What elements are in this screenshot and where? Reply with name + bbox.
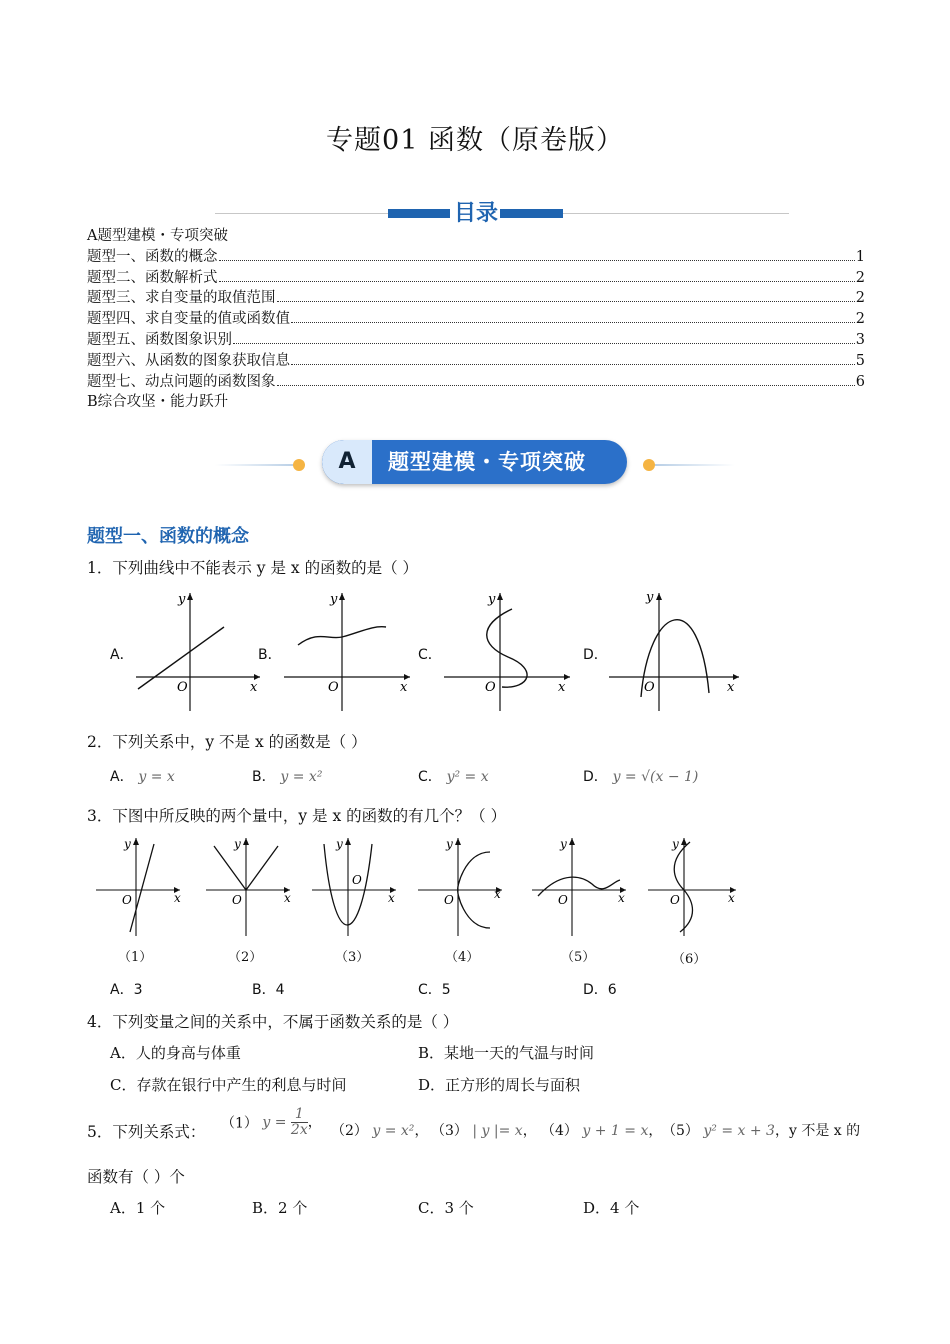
toc-item[interactable]: 题型一、函数的概念 1 — [87, 248, 865, 265]
question-5-stem-line2: 函数有（ ）个 — [87, 1168, 185, 1186]
svg-text:x: x — [174, 891, 181, 905]
svg-text:O: O — [558, 893, 568, 907]
q2-option-c[interactable]: C． y² = x — [418, 769, 489, 785]
toc-section-b[interactable]: B综合攻坚・能力跃升 — [87, 394, 229, 411]
toc-bar-right — [500, 209, 563, 218]
toc-divider-right — [563, 213, 789, 214]
q4-option-d[interactable]: D．正方形的周长与面积 — [418, 1076, 581, 1094]
svg-text:y: y — [446, 837, 453, 851]
q5-item-1: （1） y = $\frac{1}{2x}$ ， — [221, 1106, 322, 1138]
page-title: 专题01 函数（原卷版） — [326, 125, 624, 156]
toc-item[interactable]: 题型三、求自变量的取值范围 2 — [87, 290, 865, 307]
toc-heading: 目录 — [452, 196, 500, 227]
q3-caption-1: （1） — [118, 950, 153, 965]
q5-option-c[interactable]: C．3 个 — [418, 1199, 474, 1217]
svg-text:x: x — [618, 891, 625, 905]
q3-graph-1 — [96, 837, 181, 936]
q2-option-d[interactable]: D． y = √(x − 1) — [583, 769, 699, 785]
curve-s — [487, 609, 527, 687]
toc-item[interactable]: 题型二、函数解析式 2 — [87, 269, 865, 286]
q5-item-4: （4） y + 1 = x， — [541, 1123, 663, 1139]
q4-option-b[interactable]: B．某地一天的气温与时间 — [418, 1044, 595, 1062]
svg-text:x: x — [388, 891, 395, 905]
q5-item-3: （3） | y |= x， — [431, 1123, 537, 1139]
origin-label: O — [328, 680, 339, 695]
y-label: y — [488, 592, 496, 607]
section-banner — [322, 440, 627, 484]
q1-option-c[interactable]: C． — [418, 647, 442, 663]
svg-text:O: O — [232, 893, 242, 907]
toc-item[interactable]: 题型七、动点问题的函数图象 6 — [87, 373, 865, 390]
q1-option-a[interactable]: A． — [110, 647, 134, 663]
q1-option-b[interactable]: B． — [258, 647, 282, 663]
svg-text:O: O — [444, 893, 454, 907]
q1-graph-d — [605, 585, 745, 715]
question-1-stem: 1．下列曲线中不能表示 y 是 x 的函数的是（ ） — [87, 559, 418, 577]
q3-graph-3 — [312, 837, 396, 936]
q3-graph-2 — [206, 837, 291, 936]
banner-line-right — [655, 464, 735, 466]
svg-text:x: x — [728, 891, 735, 905]
toc-bar-left — [388, 209, 450, 218]
q4-option-a[interactable]: A．人的身高与体重 — [110, 1044, 241, 1062]
q3-option-d[interactable]: D．6 — [583, 982, 617, 998]
q2-option-b[interactable]: B． y = x² — [252, 769, 323, 785]
y-label: y — [646, 590, 654, 605]
svg-text:O: O — [670, 893, 680, 907]
svg-text:O: O — [122, 893, 132, 907]
q1-graph-a — [128, 585, 268, 715]
q3-caption-2: （2） — [228, 950, 263, 965]
y-arrow — [656, 593, 662, 600]
banner-letter: A — [322, 440, 372, 484]
svg-text:y: y — [336, 837, 343, 851]
banner-dot-right — [643, 459, 655, 471]
banner-line-left — [215, 464, 295, 466]
toc-item[interactable]: 题型五、函数图象识别 3 — [87, 331, 865, 348]
q3-caption-5: （5） — [561, 950, 596, 965]
q3-graphs — [92, 832, 742, 967]
toc-item[interactable]: 题型六、从函数的图象获取信息 5 — [87, 352, 865, 369]
y-arrow — [339, 593, 345, 600]
question-5-stem: 5．下列关系式： — [87, 1123, 206, 1141]
q5-item-2: （2） y = x²， — [331, 1123, 429, 1139]
svg-text:y: y — [234, 837, 241, 851]
section-title: 题型一、函数的概念 — [87, 526, 249, 547]
q5-option-a[interactable]: A．1 个 — [110, 1199, 166, 1217]
y-label: y — [178, 592, 186, 607]
x-label: x — [400, 680, 408, 695]
banner-text: 题型建模・专项突破 — [388, 450, 586, 474]
y-arrow — [497, 593, 503, 600]
origin-label: O — [485, 680, 496, 695]
q3-caption-4: （4） — [445, 950, 480, 965]
q5-item-5: （5） y² = x + 3，y 不是 x 的 — [662, 1123, 861, 1139]
q3-caption-3: （3） — [335, 950, 370, 965]
q5-option-b[interactable]: B．2 个 — [252, 1199, 308, 1217]
q1-graph-c — [438, 585, 578, 715]
q1-graph-b — [278, 585, 418, 715]
x-label: x — [250, 680, 258, 695]
y-arrow — [187, 593, 193, 600]
q3-graph-4 — [418, 837, 502, 936]
svg-text:y: y — [672, 837, 679, 851]
q5-option-d[interactable]: D．4 个 — [583, 1199, 640, 1217]
banner-dot-left — [293, 459, 305, 471]
x-label: x — [727, 680, 735, 695]
q3-option-b[interactable]: B．4 — [252, 982, 285, 998]
toc-section-a[interactable]: A题型建模・专项突破 — [87, 228, 228, 244]
q3-option-c[interactable]: C．5 — [418, 982, 451, 998]
q3-graph-6 — [648, 837, 736, 936]
q3-caption-6: （6） — [672, 952, 707, 967]
x-label: x — [558, 680, 566, 695]
q2-option-a[interactable]: A． y = x — [110, 769, 175, 785]
origin-label: O — [177, 680, 188, 695]
question-4-stem: 4．下列变量之间的关系中，不属于函数关系的是（ ） — [87, 1013, 459, 1031]
toc-item[interactable]: 题型四、求自变量的值或函数值 2 — [87, 311, 865, 328]
q4-option-c[interactable]: C．存款在银行中产生的利息与时间 — [110, 1076, 347, 1094]
origin-label: O — [644, 680, 655, 695]
q1-option-d[interactable]: D． — [583, 647, 608, 663]
toc-divider-left — [215, 213, 400, 214]
svg-text:O: O — [352, 873, 362, 887]
svg-text:x: x — [494, 887, 501, 901]
table-of-contents — [87, 226, 865, 413]
q3-option-a[interactable]: A．3 — [110, 982, 143, 998]
svg-text:x: x — [284, 891, 291, 905]
question-3-stem: 3．下图中所反映的两个量中，y 是 x 的函数的有几个？（ ） — [87, 807, 507, 825]
svg-text:y: y — [560, 837, 567, 851]
question-2-stem: 2．下列关系中，y 不是 x 的函数是（ ） — [87, 733, 367, 751]
q3-graph-5 — [532, 837, 626, 936]
svg-text:y: y — [124, 837, 131, 851]
y-label: y — [330, 592, 338, 607]
